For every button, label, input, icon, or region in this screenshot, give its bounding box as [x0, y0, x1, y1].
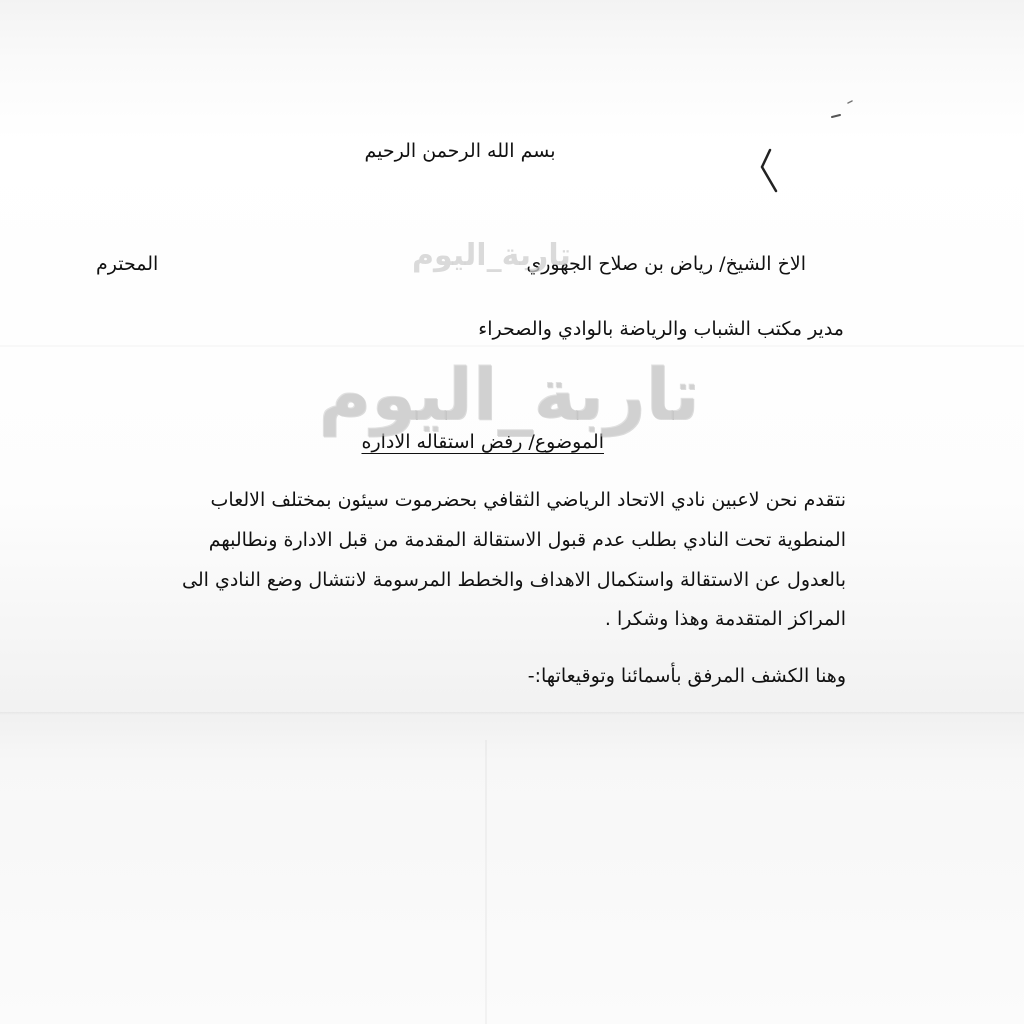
body-line-4: المراكز المتقدمة وهذا وشكرا .: [604, 608, 846, 630]
body-line-3: بالعدول عن الاستقالة واستكمال الاهداف والخطط المرسومة لانتشال وضع النادي الى: [182, 569, 846, 591]
paper-crease: [0, 345, 1024, 347]
addressee-line: الاخ الشيخ/ رياض بن صلاح الجهوري: [526, 253, 806, 275]
body-line-2: المنطوية تحت النادي بطلب عدم قبول الاستقالة المقدمة من قبل الادارة ونطالبهم: [208, 529, 846, 551]
body-line-1: نتقدم نحن لاعبين نادي الاتحاد الرياضي الثقافي بحضرموت سيئون بمختلف الالعاب: [210, 489, 846, 511]
subject-line: الموضوع/ رفض استقاله الاداره: [361, 431, 604, 453]
addressee-title: مدير مكتب الشباب والرياضة بالوادي والصحراء: [478, 318, 844, 340]
basmala: بسم الله الرحمن الرحيم: [364, 140, 556, 162]
pen-mark-icon: [748, 95, 858, 205]
watermark-small: تاربة_اليوم: [412, 238, 571, 273]
closing-line: وهنا الكشف المرفق بأسمائنا وتوقيعاتها:-: [527, 665, 846, 687]
paper-fold-horizontal: [0, 712, 1024, 715]
honorific: المحترم: [96, 253, 159, 275]
paper-fold-vertical: [485, 740, 487, 1024]
watermark-large: تاربة_اليوم: [318, 352, 700, 436]
